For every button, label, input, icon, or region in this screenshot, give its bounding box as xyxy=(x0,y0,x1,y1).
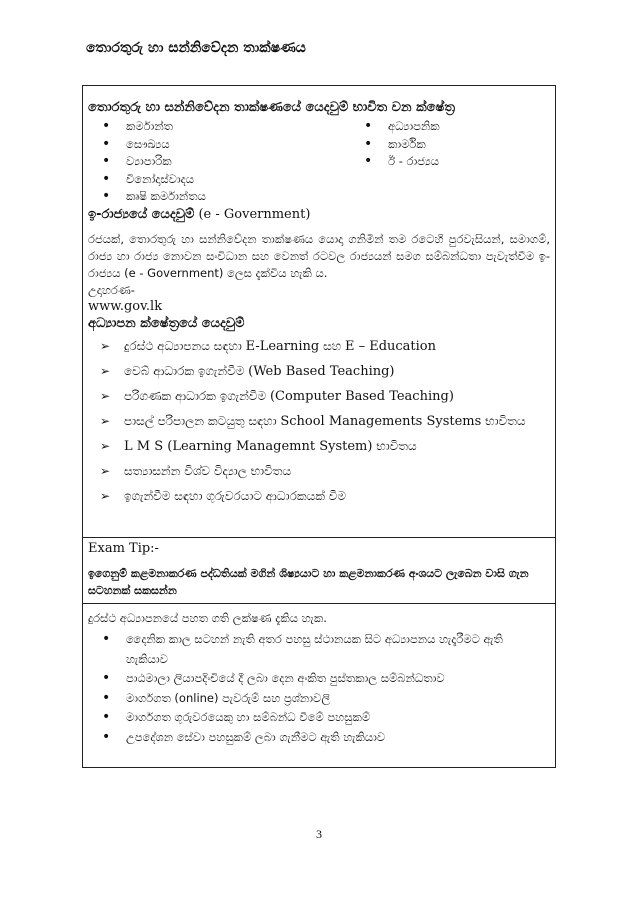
arrow-bullet-icon: ➢ xyxy=(100,463,111,478)
list-item: • පාඨමාලා ලියාපදිංචියේ දී ලබා දෙන අංකිත පුස්තකාල සම්බන්ධතාව xyxy=(88,669,550,689)
content-box xyxy=(82,85,556,768)
edu-heading: අධ්‍යාපන ක්ෂේත්‍රයේ යෙදවුම් xyxy=(88,315,245,331)
list-item: ➢ සත්‍යාසන්න විශ්ව විද්‍යාල භාවිතය xyxy=(88,459,550,484)
arrow-bullet-icon: ➢ xyxy=(100,438,111,453)
arrow-bullet-icon: ➢ xyxy=(100,413,111,428)
arrow-bullet-icon: ➢ xyxy=(100,363,111,378)
page-header-title: තොරතුරු හා සන්නිවේදන තාක්ෂණය xyxy=(86,40,306,56)
list-item: • මාර්ගගත (online) පැවරුම් සහ ප්‍රශ්නාවලි xyxy=(88,689,550,709)
bullet-icon: • xyxy=(102,188,111,204)
bullet-icon: • xyxy=(102,135,111,152)
list-item: • විනෝදාස්වාදය xyxy=(102,170,195,187)
example-url: www.gov.lk xyxy=(88,298,163,314)
exam-tip-section xyxy=(83,537,555,603)
list-item: • උපදේශන සේවා පහසුකම් ලබා ගැනීමට ඇති හැකියාව xyxy=(88,728,550,748)
arrow-bullet-icon: ➢ xyxy=(100,338,111,353)
list-item: • කාර්මික xyxy=(364,135,426,152)
list-item: • මාර්ගගත ගුරුවරයෙකු හා සම්බන්ධ වීමේ පහසුකම් xyxy=(88,708,550,728)
exam-tip-heading: Exam Tip:- xyxy=(88,541,159,556)
list-item: ➢ දුරස්ථ අධ්‍යාපනය සඳහා E-Learning සහ E – Education xyxy=(88,334,550,359)
fields-list-right xyxy=(350,118,440,206)
list-item: • කර්මාන්ත xyxy=(102,118,174,134)
list-item: • අධ්‍යාපනික xyxy=(364,118,440,134)
distance-learning-section xyxy=(83,603,555,767)
list-item: • දෛනික කාල සටහන් නැති අතර පහසු ස්ථානයක සිට අධ්‍යාපනය හැදෑරීමට ඇති හැකියාව xyxy=(102,631,503,666)
bullet-icon: • xyxy=(102,118,111,134)
list-item: ➢ පාසල් පරිපාලන කටයුතු සඳහා School Managements Systems භාවිතය xyxy=(88,409,550,434)
bullet-icon: • xyxy=(102,728,111,745)
list-item: ➢ L M S (Learning Managemnt System) භාවිතය xyxy=(88,434,550,459)
page-number: 3 xyxy=(316,827,322,841)
distance-learning-list xyxy=(88,630,550,747)
list-item: ➢ වෙබ් ආධාරක ඉගැන්වීම (Web Based Teaching) xyxy=(88,359,550,384)
list-item: ➢ ඉගැන්වීම සඳහා ගුරුවරයාට ආධාරකයක් වීම xyxy=(88,484,550,509)
list-item: • සෞඛ්‍යය xyxy=(102,135,170,152)
egov-paragraph: රජයක්, තොරතුරු හා සන්නිවේදන තාක්ෂණය යොදා ගනිමින් තම රටෙහි පුරවැසියන්, සමාගම්, රාජ්‍ය හා රාජ්‍ය නොවන සංවිධාන සහ වෙනත් රටවල රාජ්‍යයන් සමග සම්බන්ධතා පැවැත්වීම ඉ-රාජ්‍යය (e - Government) ලෙස දැක්විය හැකි ය. xyxy=(88,231,550,280)
list-item: • කෘෂි කර්මාන්තය xyxy=(102,188,206,204)
edu-list xyxy=(88,334,550,509)
list-item: • ව්‍යාපාරික xyxy=(102,153,172,169)
bullet-icon: • xyxy=(364,118,373,134)
fields-list-left xyxy=(88,118,350,206)
bullet-icon: • xyxy=(102,709,111,725)
list-item: ➢ පරිගණක ආධාරක ඉගැන්වීම (Computer Based Teaching) xyxy=(88,384,550,409)
egov-heading: ඉ-රාජ්‍යයේ යෙදවුම් (e - Government) xyxy=(88,206,311,222)
distance-learning-heading: දුරස්ථ අධ්‍යාපනයේ පහත ගති ලක්ෂණ දැකිය හැක. xyxy=(88,611,327,625)
bullet-icon: • xyxy=(364,135,373,152)
example-label: උදාහරණ- xyxy=(88,282,135,297)
section-heading-ict-fields: තොරතුරු හා සන්නිවේදන තාක්ෂණයේ යෙදවුම් භාවිත වන ක්ෂේත්‍ර xyxy=(88,100,455,115)
exam-tip-body: ඉගෙනුම් කළමනාකරණ පද්ධතියක් මගින් ශිෂ්‍යයාට හා කළමනාකරණ අංශයට ලැබෙන වාසි ගැන සටහනක් සකසන්න xyxy=(88,567,529,597)
list-item: • ඊ - රාජ්‍යය xyxy=(364,153,440,169)
bullet-icon: • xyxy=(102,170,111,187)
bullet-icon: • xyxy=(102,689,111,706)
arrow-bullet-icon: ➢ xyxy=(100,388,111,403)
arrow-bullet-icon: ➢ xyxy=(100,488,111,503)
bullet-icon: • xyxy=(102,670,111,686)
bullet-icon: • xyxy=(102,153,111,169)
bullet-icon: • xyxy=(364,153,373,169)
fields-columns xyxy=(88,118,550,206)
bullet-icon: • xyxy=(102,631,111,647)
ict-applications-section xyxy=(83,86,555,537)
